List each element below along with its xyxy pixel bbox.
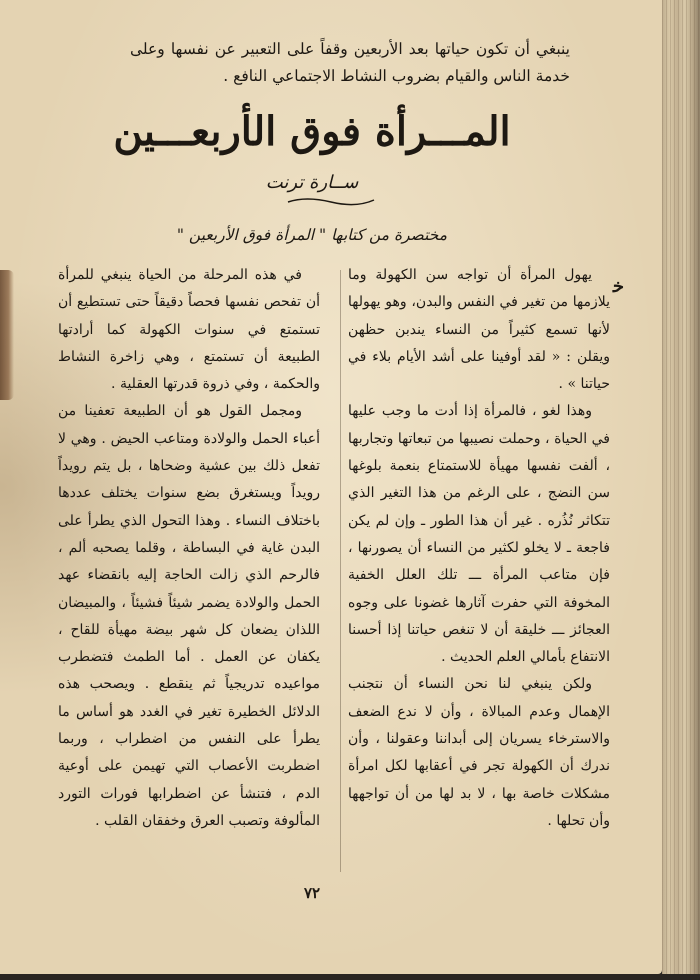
article-title: المـــرأة فوق الأربعـــين <box>113 108 511 155</box>
intro-text: ينبغي أن تكون حياتها بعد الأربعين وقفاً على التعبير عن نفسها وعلى خدمة الناس والقيام بضروب النشاط الاجتماعي النافع . <box>130 40 570 85</box>
left-column <box>58 262 320 835</box>
binding-stain <box>0 270 14 400</box>
page-number: ٧٢ <box>303 884 321 902</box>
subtitle: مختصرة من كتابها " المرأة فوق الأربعين " <box>176 226 448 244</box>
paragraph: في هذه المرحلة من الحياة ينبغي للمرأة أن تفحص نفسها فحصاً دقيقاً حتى تستطيع أن تستمتع في سنوات الكهولة كما أرادتها الطبيعة أن تستمتع ، وهي زاخرة النشاط والحكمة ، وفي ذروة قدرتها العقلية . <box>58 267 320 393</box>
paragraph: يهول المرأة أن تواجه سن الكهولة وما يلازمها من تغير في النفس والبدن، وهو يهولها لأنها تسمع كثيراً من النساء يندبن حظهن ويقلن : « لقد أوفينا على أشد الأيام بلاء في حياتنا » . <box>348 267 610 393</box>
right-column <box>348 262 610 835</box>
paragraph: ولكن ينبغي لنا نحن النساء أن نتجنب الإهمال وعدم المبالاة ، وأن لا ندع الضعف والاسترخاء يسريان إلى أبداننا وعقولنا ، وأن ندرك أن الكهولة تجر في أعقابها لكل امرأة مشكلات خاصة بها ، لا بد لها من أن تواجهها وأن تحلها . <box>348 676 610 829</box>
author-name: ســارة ترنت <box>265 172 359 193</box>
column-gutter <box>340 270 341 872</box>
paragraph: وهذا لغو ، فالمرأة إذا أدت ما وجب عليها في الحياة ، وحملت نصيبها من تبعاتها وتجاربها ، ألفت نفسها مهيأة للاستمتاع بنعمة بلوغها سن النضج ، على الرغم من هذا التغير الذي تتكاثر نُذُره . غير أن هذا الطور ـ وإن لم يكن فاجعة ـ لا يخلو لكثير من النساء أن يصورنها ، فإن متاعب المرأة ـــ تلك العلل الخفية المخوفة التي حفرت آثارها غضونا على وجوه العجائز ـــ خليقة أن لا تنغص حياتنا إذا أحسنا الانتفاع بأمالي العلم الحديث . <box>348 403 610 666</box>
margin-mark: ﺧ <box>612 276 624 297</box>
ornament-flourish <box>286 196 376 206</box>
page-edges <box>662 0 700 974</box>
paragraph: ومجمل القول هو أن الطبيعة تعفينا من أعباء الحمل والولادة ومتاعب الحيض . وهي لا تفعل ذلك بين عشية وضحاها ، بل يتم رويداً رويداً ويستغرق بضع سنوات يختلف عددها باختلاف النساء . وهذا التحول الذي يطرأ على البدن غاية في البساطة ، وقلما يصحبه ألم ، فالرحم الذي زالت الحاجة إليه بانقضاء عهد الحمل والولادة يضمر شيئاً فشيئاً ، والمبيضان اللذان يضعان كل شهر بيضة مهيأة للقاح ، يكفان عن العمل . أما الطمث فتضطرب مواعيده تدريجياً ثم ينقطع . ويصحب هذه الدلائل الخطيرة تغير في الغدد هو أساس ما يطرأ على النفس من اضطراب ، وربما اضطربت الأعصاب التي تهيمن على أوعية الدم ، فتنشأ عن اضطرابها فورات التورد المألوفة وتصبب العرق وخفقان القلب . <box>58 403 320 829</box>
